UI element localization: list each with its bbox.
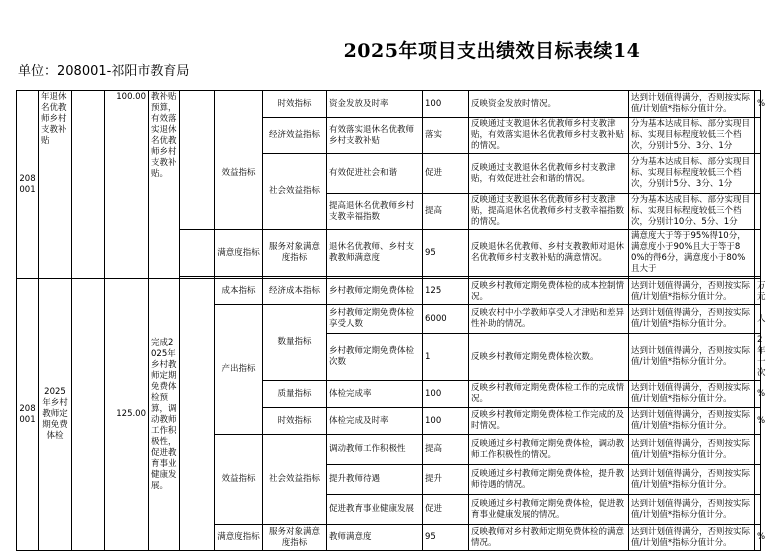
table-row — [17, 91, 761, 118]
indicator-value: 1 — [423, 334, 469, 381]
indicator-rule: 满意度大于等于95%得10分，满意度小于90%且大于等于80%的得6分，满意度小于80%且大于 — [629, 230, 755, 277]
indicator-explain: 反映通过支教退休名优教师乡村支教津贴，有效促进社会和谐的情况。 — [469, 154, 629, 194]
indicator-l2: 时效指标 — [263, 91, 327, 118]
indicator-unit — [755, 194, 761, 230]
indicator-unit — [755, 495, 761, 525]
indicator-explain: 反映教师对乡村教师定期免费体检的满意情况。 — [469, 525, 629, 551]
indicator-unit — [755, 118, 761, 154]
indicator-value: 100 — [423, 408, 469, 435]
indicator-rule: 达到计划值得满分，否则按实际值/计划值*指标分值计分。 — [629, 465, 755, 495]
indicator-rule: 达到计划值得满分，否则按实际值/计划值*指标分值计分。 — [629, 525, 755, 551]
indicator-l2: 数量指标 — [263, 305, 327, 381]
indicator-l2: 经济效益指标 — [263, 118, 327, 154]
indicator-l3: 体检完成及时率 — [327, 408, 423, 435]
indicator-explain: 反映通过支教退休名优教师乡村支教津贴，提高退休名优教师乡村支教幸福指数的情况。 — [469, 194, 629, 230]
indicator-l3: 调动教师工作积极性 — [327, 435, 423, 465]
project-goal: 完成2025年乡村教师定期免费体检预算，调动教师工作积极性，促进教育事业健康发展。 — [149, 279, 180, 551]
indicator-l2: 质量指标 — [263, 381, 327, 408]
project-name: 年退休名优教师乡村支教补贴 — [39, 91, 72, 279]
project-amount: 100.00 — [105, 91, 149, 279]
indicator-value: 提高 — [423, 435, 469, 465]
table-row — [17, 279, 761, 305]
indicator-explain: 反映农村中小学教师享受人才津贴和差异性补助的情况。 — [469, 305, 629, 334]
indicator-l2: 社会效益指标 — [263, 154, 327, 230]
indicator-value: 95 — [423, 525, 469, 551]
project-blank-col — [72, 91, 105, 279]
indicator-rule: 达到计划值得满分，否则按实际值/计划值*指标分值计分。 — [629, 381, 755, 408]
indicator-rule: 分为基本达成目标、部分实现目标、实现目标程度较低三个档次，分别计5分、3分、1分 — [629, 154, 755, 194]
indicator-unit: 人 — [755, 305, 761, 334]
indicator-rule: 达到计划值得满分，否则按实际值/计划值*指标分值计分。 — [629, 408, 755, 435]
indicator-l1: 成本指标 — [215, 279, 263, 305]
indicator-explain: 反映通过乡村教师定期免费体检，提升教师待遇的情况。 — [469, 465, 629, 495]
indicator-explain: 反映乡村教师定期免费体检的成本控制情况。 — [469, 279, 629, 305]
indicator-l3: 体检完成率 — [327, 381, 423, 408]
indicator-l1: 满意度指标 — [215, 525, 263, 551]
indicator-l3: 乡村教师定期免费体检次数 — [327, 334, 423, 381]
indicator-value: 提升 — [423, 465, 469, 495]
indicator-l1 — [215, 91, 263, 118]
indicator-explain: 反映通过支教退休名优教师乡村支教津贴，有效落实退休名优教师乡村支教补贴的情况。 — [469, 118, 629, 154]
indicator-l2: 服务对象满意度指标 — [263, 230, 327, 277]
indicator-unit — [755, 154, 761, 194]
indicator-l1: 产出指标 — [215, 305, 263, 435]
indicator-blank — [180, 230, 215, 277]
indicator-unit — [755, 465, 761, 495]
indicator-l3: 乡村教师定期免费体检享受人数 — [327, 305, 423, 334]
project-blank-col — [72, 279, 105, 551]
indicator-l1-blank — [180, 91, 215, 230]
indicator-l3: 教师满意度 — [327, 525, 423, 551]
indicator-l2: 服务对象满意度指标 — [263, 525, 327, 551]
indicator-l3: 提升教师待遇 — [327, 465, 423, 495]
indicator-explain: 反映资金发放时情况。 — [469, 91, 629, 118]
indicator-value: 促进 — [423, 154, 469, 194]
indicator-unit: % — [755, 525, 761, 551]
project-code: 208001 — [17, 91, 39, 279]
indicator-value: 95 — [423, 230, 469, 277]
indicator-explain: 反映退休名优教师、乡村支教教师对退休名优教师乡村支教补贴的满意情况。 — [469, 230, 629, 277]
indicator-l3: 有效落实退休名优教师乡村支教补贴 — [327, 118, 423, 154]
indicator-rule: 达到计划值得满分，否则按实际值/计划值*指标分值计分。 — [629, 334, 755, 381]
indicator-explain: 反映通过乡村教师定期免费体检，调动教师工作积极性的情况。 — [469, 435, 629, 465]
project-amount: 125.00 — [105, 279, 149, 551]
indicator-value: 提高 — [423, 194, 469, 230]
project-goal: 教补贴预算，有效落实退休名优教师乡村支教补贴。 — [149, 91, 180, 279]
indicator-value: 125 — [423, 279, 469, 305]
indicator-rule: 达到计划值得满分，否则按实际值/计划值*指标分值计分。 — [629, 305, 755, 334]
indicator-l1: 效益指标 — [215, 118, 263, 230]
indicator-unit: % — [755, 91, 761, 118]
indicator-rule: 分为基本达成目标、部分实现目标、实现目标程度较低三个档次，分别计5分、3分、1分 — [629, 118, 755, 154]
indicator-value: 100 — [423, 381, 469, 408]
unit-label: 单位：208001-祁阳市教育局 — [18, 64, 190, 79]
indicator-rule: 达到计划值得满分，否则按实际值/计划值*指标分值计分。 — [629, 495, 755, 525]
page-title: 2025年项目支出绩效目标表续14 — [343, 40, 641, 62]
indicator-unit — [755, 435, 761, 465]
indicator-value: 6000 — [423, 305, 469, 334]
indicator-value: 100 — [423, 91, 469, 118]
indicator-l3: 资金发放及时率 — [327, 91, 423, 118]
indicator-l2: 经济成本指标 — [263, 279, 327, 305]
project-name: 2025年乡村教师定期免费体检 — [39, 279, 72, 551]
indicator-unit: % — [755, 408, 761, 435]
indicator-l3: 提高退休名优教师乡村支教幸福指数 — [327, 194, 423, 230]
indicator-l3: 乡村教师定期免费体检 — [327, 279, 423, 305]
indicator-value: 促进 — [423, 495, 469, 525]
indicator-explain: 反映通过乡村教师定期免费体检，促进教育事业健康发展的情况。 — [469, 495, 629, 525]
indicator-l1: 满意度指标 — [215, 230, 263, 277]
indicator-l1: 效益指标 — [215, 435, 263, 525]
indicator-explain: 反映乡村教师定期免费体检次数。 — [469, 334, 629, 381]
indicator-l3: 退休名优教师、乡村支教教师满意度 — [327, 230, 423, 277]
indicator-unit: % — [755, 381, 761, 408]
indicator-value: 落实 — [423, 118, 469, 154]
indicator-l2: 时效指标 — [263, 408, 327, 435]
indicator-unit: 2年一次 — [755, 334, 761, 381]
indicator-unit: 万元 — [755, 279, 761, 305]
indicator-l3: 促进教育事业健康发展 — [327, 495, 423, 525]
indicator-rule: 分为基本达成目标、部分实现目标、实现目标程度较低三个档次，分别计10分、5分、1分 — [629, 194, 755, 230]
indicator-rule: 达到计划值得满分，否则按实际值/计划值*指标分值计分。 — [629, 91, 755, 118]
performance-target-table — [16, 90, 766, 551]
indicator-rule: 达到计划值得满分，否则按实际值/计划值*指标分值计分。 — [629, 279, 755, 305]
indicator-rule: 达到计划值得满分，否则按实际值/计划值*指标分值计分。 — [629, 435, 755, 465]
indicator-unit — [755, 230, 761, 277]
indicator-l2: 社会效益指标 — [263, 435, 327, 525]
indicator-explain: 反映乡村教师定期免费体检工作完成的及时情况。 — [469, 408, 629, 435]
project-code: 208001 — [17, 279, 39, 551]
indicator-explain: 反映乡村教师定期免费体检工作的完成情况。 — [469, 381, 629, 408]
indicator-l3: 有效促进社会和谐 — [327, 154, 423, 194]
indicator-l1-blank — [180, 279, 215, 551]
